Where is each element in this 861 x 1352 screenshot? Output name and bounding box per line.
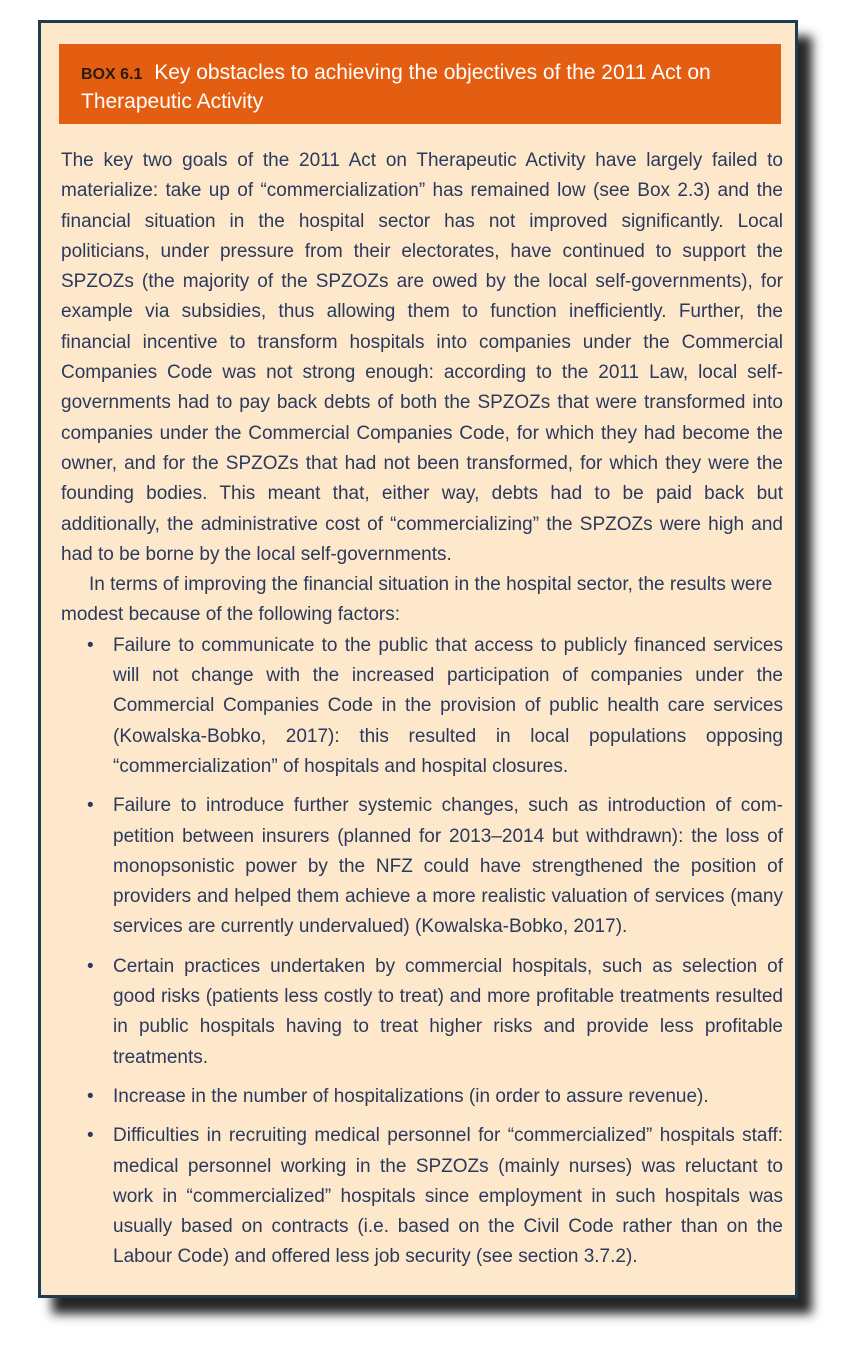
list-item-text: Failure to communicate to the public that access to publicly financed services will not change with the increased participation of companies under the Commercial Companies Code in the provision of public health care services (Kowalska-Bobko, 2017): this resulted in local populations opposing “commercialization” of hospitals and hospital closures. [113, 634, 783, 777]
paragraph: In terms of improving the financial situation in the hospital sector, the results were modest because of the following factors: [61, 574, 773, 626]
box-content [61, 146, 783, 1282]
list-item-text: Difficulties in recruiting medical personnel for “commercialized” hospitals staff: medical personnel working in the SPZOZs (mainly nurses) was reluctant to work in “commercialized” hospitals since employment in such hospitals was usually based on contracts (i.e. based on the Civil Code rather than on the Labour Code) and offered less job security (see section 3.7.2). [113, 1125, 783, 1268]
list-item [61, 631, 783, 782]
list-item-text: Certain practices undertaken by commercial hospitals, such as selection of good risks (patients less costly to treat) and more profitable treatments resulted in public hospitals having to treat higher risks and provide less profitable treatments. [113, 955, 783, 1068]
bullet-icon: • [87, 795, 94, 817]
paragraph: The key two goals of the 2011 Act on Therapeutic Activity have largely failed to materialize: take up of “commercialization” has remained low (see Box 2.3) and the financial situation in the hospital sector has not improved significantly. Local politicians, under pressure from their electorates, have continued to support the SPZOZs (the majority of the SPZOZs are owed by the local self-governments), for example via subsidies, thus allowing them to function inefficiently. Further, the financial incentive to transform hospitals into companies under the Commercial Companies Code was not strong enough: according to the 2011 Law, local self-governments had to pay back debts of both the SPZOZs that were transformed into companies under the Commercial Companies Code, for which they had become the owner, and for the SPZOZs that had not been transformed, for which they were the founding bodies. This meant that, either way, debts had to be paid back but additionally, the administrative cost of “commercializing” the SPZOZs were high and had to be borne by the local self-governments. [61, 150, 783, 565]
bullet-icon: • [87, 1085, 94, 1107]
box-title: Key obstacles to achieving the objectives of the 2011 Act on Therapeutic Activity [81, 61, 711, 113]
list-item [61, 791, 783, 942]
box-title-bar [59, 44, 781, 124]
text-box [38, 20, 798, 1298]
list-item [61, 1121, 783, 1272]
bullet-list [61, 631, 783, 1273]
bullet-icon: • [87, 1125, 94, 1147]
box-number: BOX 6.1 [81, 66, 143, 83]
list-item [61, 952, 783, 1073]
bullet-icon: • [87, 634, 94, 656]
list-item-text: Increase in the number of hospitalizations (in order to assure revenue). [113, 1085, 709, 1107]
bullet-icon: • [87, 955, 94, 977]
list-item-text: Failure to introduce further systemic changes, such as introduction of competition between insurers (planned for 2013–2014 but withdrawn): the loss of monopsonistic power by the NFZ could have strengthened the position of providers and helped them achieve a more realistic valuation of services (many services are currently undervalued) (Kowalska-Bobko, 2017). [113, 795, 783, 938]
list-item [61, 1082, 783, 1112]
